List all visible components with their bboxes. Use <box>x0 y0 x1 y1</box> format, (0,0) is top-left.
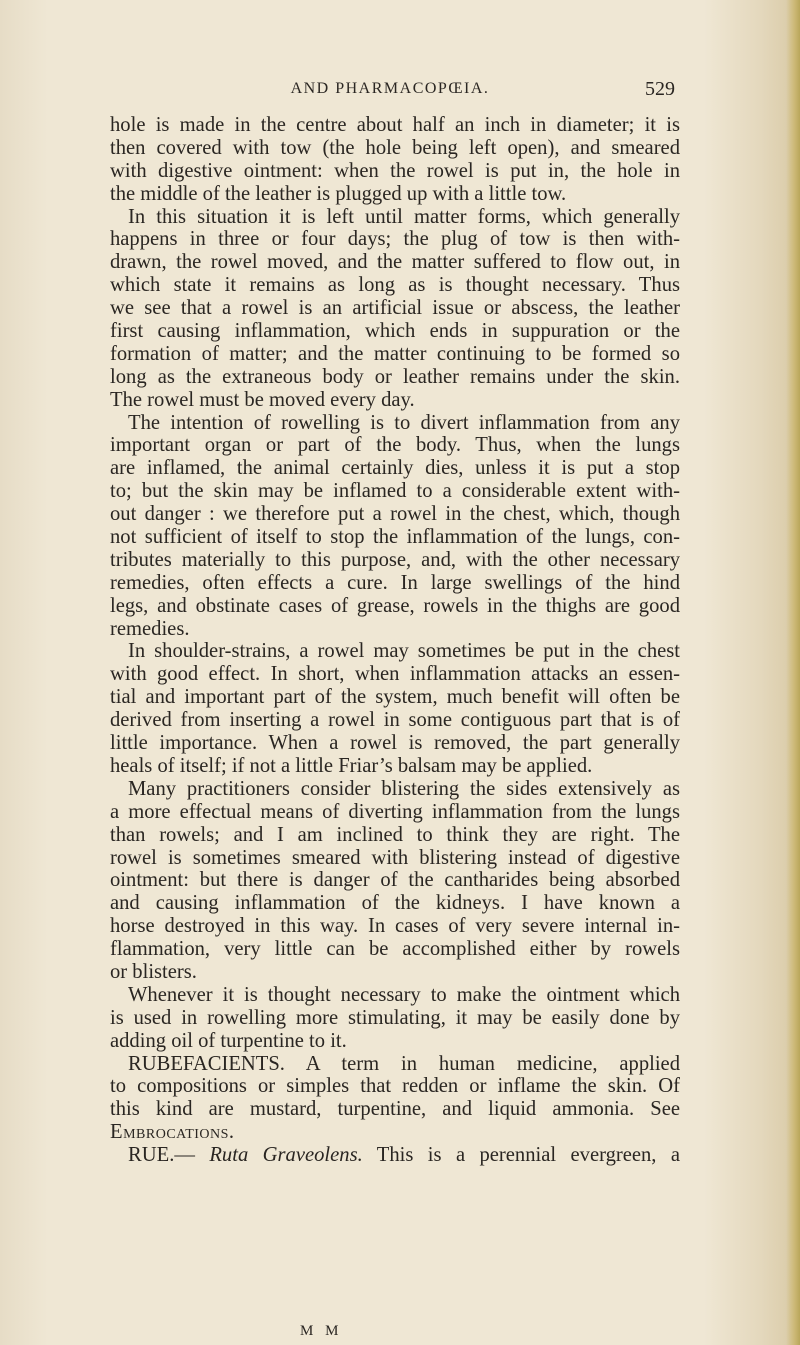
text-line: The intention of rowelling is to divert inflammation from any <box>128 411 680 434</box>
text-line: hole is made in the centre about half an inch in diameter; it is <box>110 114 680 136</box>
text-line: is used in rowelling more stimulating, it may be easily done by <box>110 1006 680 1029</box>
text-line: heals of itself; if not a little Friar’s balsam may be applied. <box>110 754 593 777</box>
text-line: tial and important part of the system, much benefit will often be <box>110 686 680 709</box>
text-line: a more effectual means of diverting inflammation from the lungs <box>110 800 680 823</box>
page-number: 529 <box>645 78 675 100</box>
entry-term: RUBEFACIENTS. <box>128 1052 285 1075</box>
text-line: with digestive ointment: when the rowel is put in, the hole in <box>110 159 680 182</box>
text-line: first causing inflammation, which ends in suppuration or the <box>110 320 680 343</box>
text-line: this kind are mustard, turpentine, and liquid ammonia. See <box>110 1098 680 1121</box>
body-text <box>110 114 680 1167</box>
text-line: important organ or part of the body. Thus, when the lungs <box>110 434 680 457</box>
text-line: to; but the skin may be inflamed to a considerable extent with- <box>110 480 680 503</box>
page-edge-gilding <box>786 0 800 1345</box>
entry-term-text: RUE. <box>128 1144 175 1167</box>
text-line: The rowel must be moved every day. <box>110 388 415 411</box>
text-line: happens in three or four days; the plug of tow is then with- <box>110 228 680 251</box>
text-line: derived from inserting a rowel in some contiguous part that is of <box>110 709 680 732</box>
em-dash: — <box>174 1144 195 1167</box>
text-line: drawn, the rowel moved, and the matter suffered to flow out, in <box>110 251 680 274</box>
text-line: out danger : we therefore put a rowel in the chest, which, though <box>110 503 680 526</box>
text-line <box>110 1121 680 1144</box>
text-line: Whenever it is thought necessary to make the ointment which <box>128 983 680 1006</box>
text-line: horse destroyed in this way. In cases of very severe internal in- <box>110 915 680 938</box>
entry-term <box>128 1144 195 1166</box>
text-line: Many practitioners consider blistering the sides extensively as <box>128 777 680 800</box>
text-line: than rowels; and I am inclined to think they are right. The <box>110 823 680 846</box>
text-line: remedies. <box>110 617 190 640</box>
text-line: with good effect. In short, when inflammation attacks an essen- <box>110 663 680 686</box>
text-line: tributes materially to this purpose, and, with the other necessary <box>110 548 680 571</box>
running-head: AND PHARMACOPŒIA. <box>290 80 490 97</box>
text-line: and causing inflammation of the kidneys. I have known a <box>110 892 680 915</box>
entry-rue <box>110 1144 680 1167</box>
text-line: not sufficient of itself to stop the inflammation of the lungs, con- <box>110 526 680 549</box>
text-line: long as the extraneous body or leather remains under the skin. <box>110 365 680 388</box>
entry-rubefacients <box>110 1053 680 1076</box>
entry-definition: A term in human medicine, applied <box>305 1052 680 1075</box>
cross-reference: Embrocations. <box>110 1121 235 1144</box>
text-line: formation of matter; and the matter continuing to be formed so <box>110 342 680 365</box>
text-line: flammation, very little can be accomplished either by rowels <box>110 938 680 961</box>
signature-mark: M M <box>300 1323 343 1339</box>
text-line: rowel is sometimes smeared with blistering instead of digestive <box>110 846 680 869</box>
text-line: In this situation it is left until matter forms, which generally <box>128 205 680 228</box>
page-header <box>105 80 675 110</box>
text-line: to compositions or simples that redden or inflame the skin. Of <box>110 1075 680 1098</box>
text-line: are inflamed, the animal certainly dies, unless it is put a stop <box>110 457 680 480</box>
text-line: adding oil of turpentine to it. <box>110 1029 347 1052</box>
text-line: the middle of the leather is plugged up with a little tow. <box>110 182 567 205</box>
entry-definition: This is a perennial evergreen, a <box>376 1144 680 1167</box>
text-line: In shoulder-strains, a rowel may sometimes be put in the chest <box>128 640 680 663</box>
latin-name: Ruta Graveolens. <box>209 1144 363 1167</box>
text-line: we see that a rowel is an artificial issue or abscess, the leather <box>110 297 680 320</box>
text-line: legs, and obstinate cases of grease, rowels in the thighs are good <box>110 594 680 617</box>
text-line: ointment: but there is danger of the cantharides being absorbed <box>110 869 680 892</box>
text-line: then covered with tow (the hole being left open), and smeared <box>110 136 680 159</box>
text-line: which state it remains as long as is thought necessary. Thus <box>110 274 680 297</box>
text-line: or blisters. <box>110 960 197 983</box>
text-line: little importance. When a rowel is removed, the part generally <box>110 732 680 755</box>
text-line: remedies, often effects a cure. In large swellings of the hind <box>110 571 680 594</box>
